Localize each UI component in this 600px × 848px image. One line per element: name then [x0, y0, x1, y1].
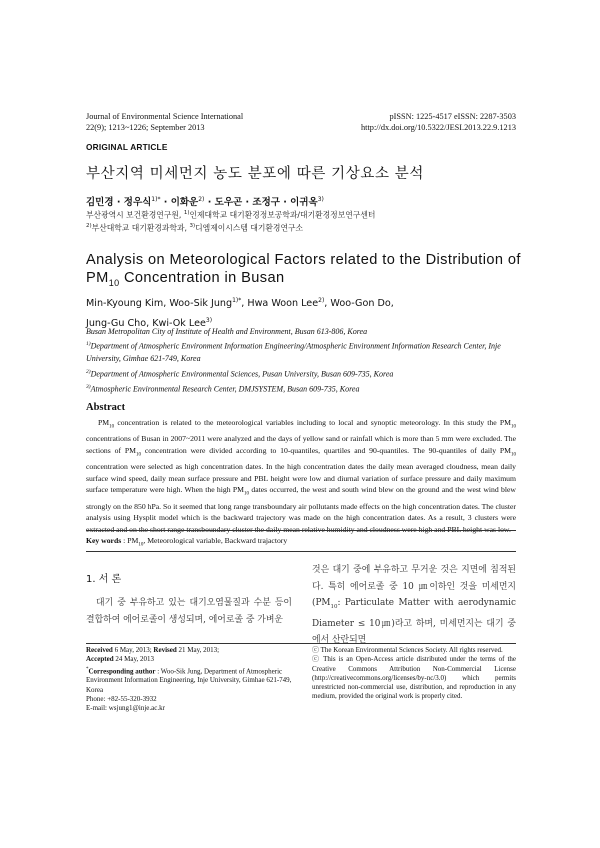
- body-column-right: [312, 562, 516, 649]
- phone: Phone: +82-55-320-3932: [86, 694, 157, 703]
- footnote-right: [312, 646, 516, 702]
- author-name: , Hwa Woon Lee: [241, 298, 319, 310]
- author-name: Woo-Sik Jung: [169, 298, 233, 310]
- license-notice: ⓒ This is an Open-Access article distributed under the terms of the Creative Commons Attribution Non-Commercial License (http://creativecommons.org/licenses/by-nc/3.0) which permits unrestricted non-commercial use, distribution, and reproduction in any medium, provided the original work is properly cited.: [312, 655, 516, 701]
- author-name: 이화운: [170, 197, 199, 208]
- author-name: 김민경: [86, 197, 114, 208]
- korean-affiliations: [86, 208, 375, 234]
- author-name: Jung-Gu Cho, Kwi-Ok Lee: [86, 318, 206, 330]
- journal-volume: 22(9); 1213~1226; September 2013: [86, 122, 205, 132]
- keywords: Key words : $PM_{10}$, Meteorological variable, Backward trajactory: [86, 536, 288, 548]
- affiliation: Busan Metropolitan City of Institute of Health and Environment, Busan 613-806, Korea: [86, 327, 368, 336]
- article-type: ORIGINAL ARTICLE: [86, 142, 168, 152]
- dates-line: Received 6 May, 2013; Revised 21 May, 2013;: [86, 646, 220, 654]
- english-title: Analysis on Meteorological Factors related to the Distribution of $PM_{10}$ Concentration in Busan: [86, 252, 521, 288]
- email-link[interactable]: E-mail: wsjung1@inje.ac.kr: [86, 704, 165, 713]
- author-name: 이귀옥: [290, 197, 318, 208]
- korean-title: 부산지역 미세먼지 농도 분포에 따른 기상요소 분석: [86, 166, 424, 182]
- doi-link[interactable]: http://dx.doi.org/10.5322/JESI.2013.22.9.1213: [361, 122, 516, 132]
- divider: [86, 530, 516, 531]
- divider: [86, 643, 516, 644]
- affiliation: $^{3)}$Atmospheric Environmental Research Center, DMJSYSTEM, Busan 609-735, Korea: [86, 383, 360, 394]
- author-name: 도우곤: [214, 197, 243, 208]
- abstract-text: $PM_{10}$ concentration is related to the meteorological variables including to local and synoptic meteorology. In this study the $PM_{10}$ concentrations of Busan in 2007~2011 were analyzed and the days of yellow sand or rainfall which is more than 5 mm were excluded. The sections of $PM_{10}$ concentration were divided according to 10-quantiles, quartiles and 90-quantiles. The 90-quantiles of daily $PM_{10}$ concentration were selected as high concentration dates. In the high concentration dates the daily mean averaged cloudness, mean daily surface wind speed, daily mean surface pressure and PBL height were low and diurnal variation of surface pressure and daily maximum surface temperature were high. When the high $PM_{10}$ dates occurred, the west and south wind blew on the ground and the west wind blew strongly on the 850 hPa. So it seemed that long range transboundary air pollutants made effects on the high concentration dates. The cluster analysis using Hysplit model which is the backward trajectory was made on the high concentration dates. As a result, 3 clusters were extracted and on the short range transboundary cluster the daily mean relative humidity and cloudness were high and PBL height was low.: [86, 418, 517, 534]
- korean-affiliation-line: 부산광역시 보건환경연구원, $^{1)}$인제대학교 대기환경정보공학과/대기환경정보연구센터: [86, 210, 376, 220]
- korean-authors: 김민경 · 정우식$^{1)*}$ · 이화운$^{2)}$ · 도우곤 · 조정구 · 이귀옥$^{3)}$: [86, 195, 324, 208]
- author-name: , Woo-Gon Do,: [324, 298, 394, 310]
- abstract-heading: Abstract: [86, 402, 126, 413]
- header-left: [86, 112, 243, 133]
- journal-header: [86, 112, 516, 133]
- journal-name: Journal of Environmental Science International: [86, 112, 244, 121]
- author-line: Jung-Gu Cho, Kwi-Ok Lee$^{3)}$: [86, 317, 213, 330]
- journal-issn: pISSN: 1225-4517 eISSN: 2287-3503: [389, 112, 516, 121]
- footnote-left: [86, 646, 292, 713]
- english-affiliations: [86, 326, 518, 395]
- section-heading: 1. 서 론: [86, 574, 122, 585]
- author-name: 정우식: [123, 197, 152, 208]
- paragraph: 것은 대기 중에 부유하고 무거운 것은 지면에 침적된다. 특히 에어로졸 중 10 ㎛이하인 것을 미세먼지($PM_{10}$: Particulate Matter with aerodynamic Diameter ≤ 10㎛)라고 하며, 미세먼지는 대기 중에서 산란되면: [312, 565, 516, 646]
- paragraph: 대기 중 부유하고 있는 대기오염물질과 수분 등이 결합하여 에어로졸이 생성되며, 에어로졸 중 가벼운: [86, 598, 292, 625]
- author-name: Min-Kyoung Kim,: [86, 298, 170, 310]
- body-column-left: [86, 595, 292, 628]
- affiliation: $^{1)}$Department of Atmospheric Environment Information Engineering/Atmospheric Environment Information Research Center, Inje University, Gimhae 621-749, Korea: [86, 341, 501, 364]
- affiliation: $^{2)}$Department of Atmospheric Environmental Sciences, Pusan University, Busan 609-735, Korea: [86, 368, 394, 379]
- accepted-line: Accepted 24 May, 2013: [86, 655, 154, 664]
- copyright-notice: ⓒ The Korean Environmental Sciences Society. All rights reserved.: [312, 646, 503, 654]
- korean-affiliation-line: $^{2)}$부산대학교 대기환경과학과, $^{3)}$디엠제이시스템 대기환경연구소: [86, 223, 304, 233]
- divider: [86, 551, 516, 552]
- corresponding-author: *Corresponding author : Woo-Sik Jung, Department of Atmospheric Environment Information Engineering, Inje University, Gimhae 621-749, Korea: [86, 666, 292, 694]
- header-right: [361, 112, 516, 133]
- author-line: Min-Kyoung Kim, Woo-Sik Jung$^{1)*}$, Hwa Woon Lee$^{2)}$, Woo-Gon Do,: [86, 297, 394, 310]
- author-name: 조정구: [252, 197, 280, 208]
